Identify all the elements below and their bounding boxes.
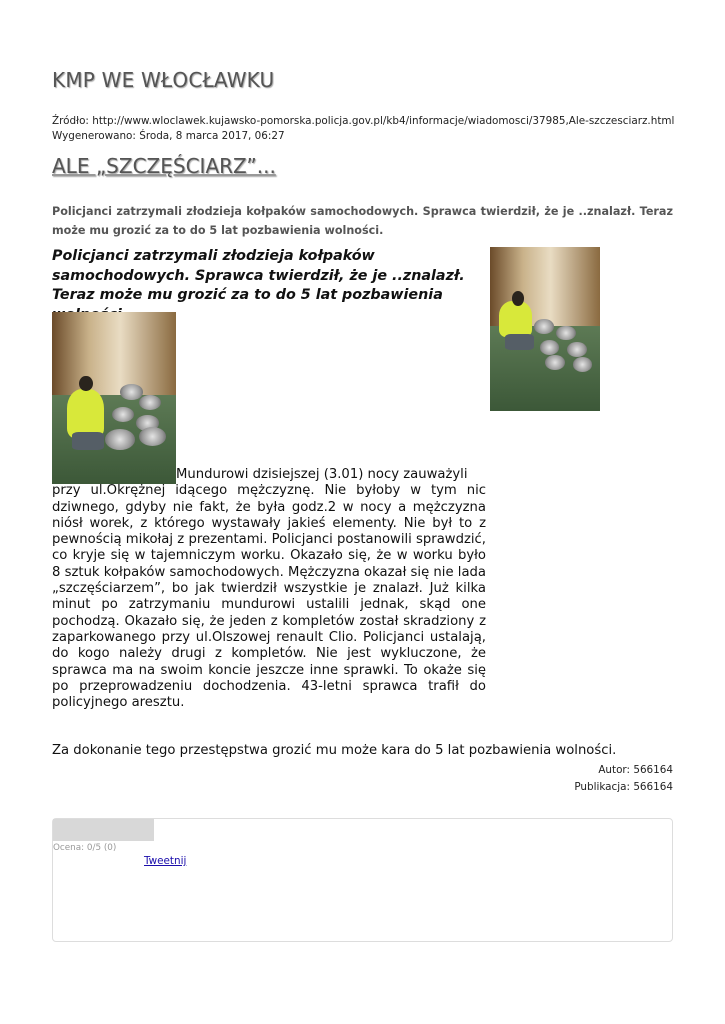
article-body (52, 467, 486, 711)
author-label: Autor: 566164 (598, 764, 673, 776)
site-title: KMP WE WŁOCŁAWKU (52, 68, 275, 92)
police-officer-photo-right (490, 247, 600, 411)
tweet-link[interactable]: Tweetnij (144, 855, 187, 867)
generated-date: Wygenerowano: Środa, 8 marca 2017, 06:27 (52, 130, 285, 142)
publication-label: Publikacja: 566164 (574, 781, 673, 793)
source-url: Źródło: http://www.wloclawek.kujawsko-pomorska.policja.gov.pl/kb4/informacje/wiadomosci/37985,Ale-szczesciarz.html (52, 115, 675, 127)
rating-text: Ocena: 0/5 (0) (53, 843, 117, 853)
rating-panel (52, 818, 673, 942)
rating-stars[interactable] (53, 819, 154, 841)
article-body-rest: przy ul.Okrężnej idącego mężczyznę. Nie byłoby w tym nic dziwnego, gdyby nie fakt, że była godz.2 w nocy a mężczyzna niósł worek, z którego wystawały jakieś elementy. Nie był to z pewnością mikołaj z prezentami. Policjanci postanowili sprawdzić, co kryje się w tajemniczym worku. Okazało się, że w worku było 8 sztuk kołpaków samochodowych. Mężczyzna okazał się nie lada „szczęściarzem”, bo jak twierdził wszystkie je znalazł. Już kilka minut po zatrzymaniu mundurowi ustalili jednak, skąd one pochodzą. Okazało się, że jeden z kompletów został skradziony z zaparkowanego przy ul.Olszowej renault Clio. Policjanci ustalają, do kogo należy drugi z kompletów. Nie jest wykluczone, że sprawca ma na swoim koncie jeszcze inne sprawki. To okaże się po przeprowadzeniu dochodzenia. 43-letni sprawca trafił do policyjnego aresztu. (52, 483, 486, 711)
police-officer-photo-left (52, 312, 176, 484)
article-title: ALE „SZCZĘŚCIARZ”... (52, 154, 276, 178)
article-closing: Za dokonanie tego przestępstwa grozić mu może kara do 5 lat pozbawienia wolności. (52, 743, 617, 758)
article-lead: Policjanci zatrzymali złodzieja kołpaków samochodowych. Sprawca twierdził, że je ..znalazł. Teraz może mu grozić za to do 5 lat pozbawienia wolności. (52, 205, 673, 237)
article-body-first-line: Mundurowi dzisiejszej (3.01) nocy zauważyli (176, 467, 468, 482)
article-subhead: Policjanci zatrzymali złodzieja kołpaków samochodowych. Sprawca twierdził, że je ..znalazł. Teraz może mu grozić za to do 5 lat pozbawienia (52, 248, 465, 303)
